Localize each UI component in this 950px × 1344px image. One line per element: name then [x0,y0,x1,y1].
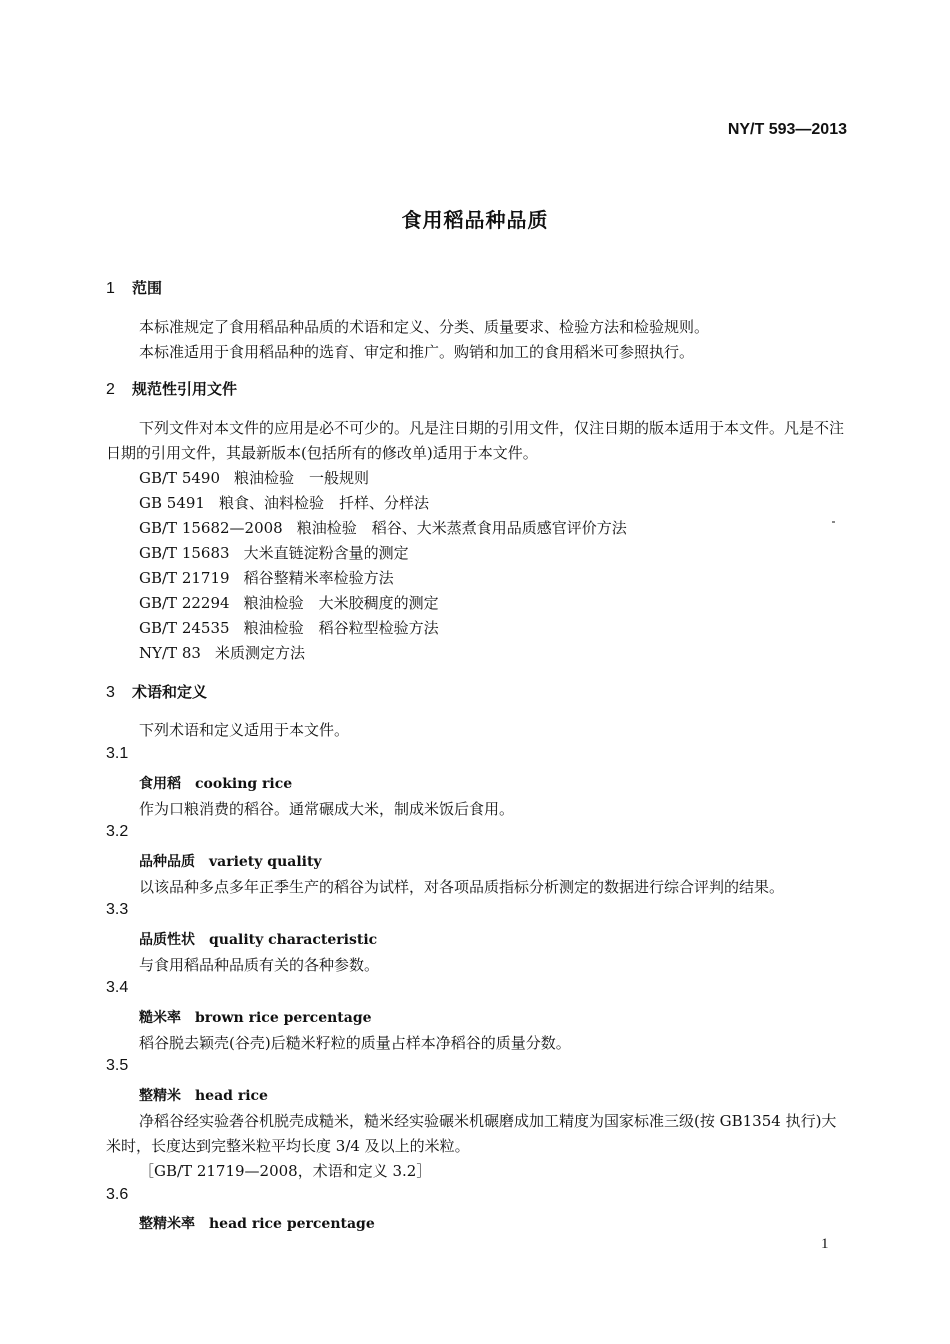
reference-item [139,467,369,488]
reference-title: 大米直链淀粉含量的测定 [243,544,409,562]
term-en: quality characteristic [209,932,378,948]
document-code: NY/T 593—2013 [727,121,847,138]
reference-title: 米质测定方法 [214,644,305,662]
section-3-heading [106,681,207,702]
reference-code: GB/T 22294 [139,594,230,612]
reference-code: GB/T 24535 [139,619,230,637]
reference-code: GB 5491 [139,494,205,512]
term-en: head rice percentage [209,1216,375,1232]
page-title: 食用稻品种品质 [401,208,549,232]
scope-paragraph-1: 本标准规定了食用稻品种品质的术语和定义、分类、质量要求、检验方法和检验规则。 [139,318,710,336]
section-2-heading [106,378,237,399]
section-1-heading [106,277,162,298]
terms-intro: 下列术语和定义适用于本文件。 [139,721,350,739]
term-heading [139,773,292,793]
term-zh: 糙米率 [139,1010,181,1026]
reference-title: 粮食、油料检验 扦样、分样法 [218,494,429,512]
reference-title: 粮油检验 稻谷粒型检验方法 [243,619,439,637]
term-zh: 品质性状 [139,932,195,948]
reference-code: GB/T 5490 [139,469,221,487]
references-intro: 下列文件对本文件的应用是必不可少的。凡是注日期的引用文件，仅注日期的版本适用于本文件。凡是不注日期的引用文件，其最新版本(包括所有的修改单)适用于本文件。 [106,419,845,462]
term-en: variety quality [209,854,322,870]
term-source: ［GB/T 21719—2008，术语和定义 3.2］ [139,1162,432,1180]
section-title: 范围 [132,279,163,297]
term-heading [139,1085,268,1105]
reference-title: 稻谷整精米率检验方法 [243,569,394,587]
term-zh: 品种品质 [139,854,195,870]
scan-speck [832,521,835,523]
term-heading [139,929,377,949]
term-zh: 整精米率 [139,1216,195,1232]
section-number: 1 [106,280,115,297]
page-number: 1 [821,1236,829,1252]
term-en: cooking rice [195,776,293,792]
scope-paragraph-2: 本标准适用于食用稻品种的选育、审定和推广。购销和加工的食用稻米可参照执行。 [139,343,695,361]
section-number: 3 [106,684,115,701]
reference-code: NY/T 83 [139,644,201,662]
reference-item [139,592,439,613]
section-number: 2 [106,381,115,398]
reference-item [139,567,394,588]
section-title: 术语和定义 [132,683,208,701]
term-definition: 与食用稻品种品质有关的各种参数。 [139,956,380,974]
subsection-number: 3.5 [106,1057,129,1074]
term-heading [139,1007,372,1027]
reference-code: GB/T 21719 [139,569,230,587]
term-en: head rice [195,1088,268,1104]
subsection-number: 3.1 [106,745,129,762]
term-zh: 整精米 [139,1088,181,1104]
reference-title: 粮油检验 大米胶稠度的测定 [243,594,439,612]
term-heading [139,851,322,871]
section-title: 规范性引用文件 [132,380,238,398]
term-definition: 净稻谷经实验砻谷机脱壳成糙米，糙米经实验碾米机碾磨成加工精度为国家标准三级(按 GB1354 执行)大米时，长度达到完整米粒平均长度 3/4 及以上的米粒。 [106,1112,837,1155]
term-heading [139,1213,375,1233]
subsection-number: 3.2 [106,823,129,840]
reference-code: GB/T 15683 [139,544,230,562]
reference-code: GB/T 15682—2008 [139,519,283,537]
reference-item [139,642,305,663]
reference-title: 粮油检验 一般规则 [234,469,370,487]
term-definition: 稻谷脱去颖壳(谷壳)后糙米籽粒的质量占样本净稻谷的质量分数。 [139,1034,571,1052]
term-definition: 作为口粮消费的稻谷。通常碾成大米，制成米饭后食用。 [139,800,515,818]
term-zh: 食用稻 [139,776,181,792]
reference-title: 粮油检验 稻谷、大米蒸煮食用品质感官评价方法 [296,519,627,537]
subsection-number: 3.6 [106,1186,129,1203]
subsection-number: 3.3 [106,901,129,918]
reference-item [139,492,429,513]
reference-item [139,617,439,638]
term-en: brown rice percentage [195,1010,372,1026]
reference-item [139,517,627,538]
term-definition: 以该品种多点多年正季生产的稻谷为试样，对各项品质指标分析测定的数据进行综合评判的结果。 [139,878,785,896]
reference-item [139,542,409,563]
subsection-number: 3.4 [106,979,129,996]
